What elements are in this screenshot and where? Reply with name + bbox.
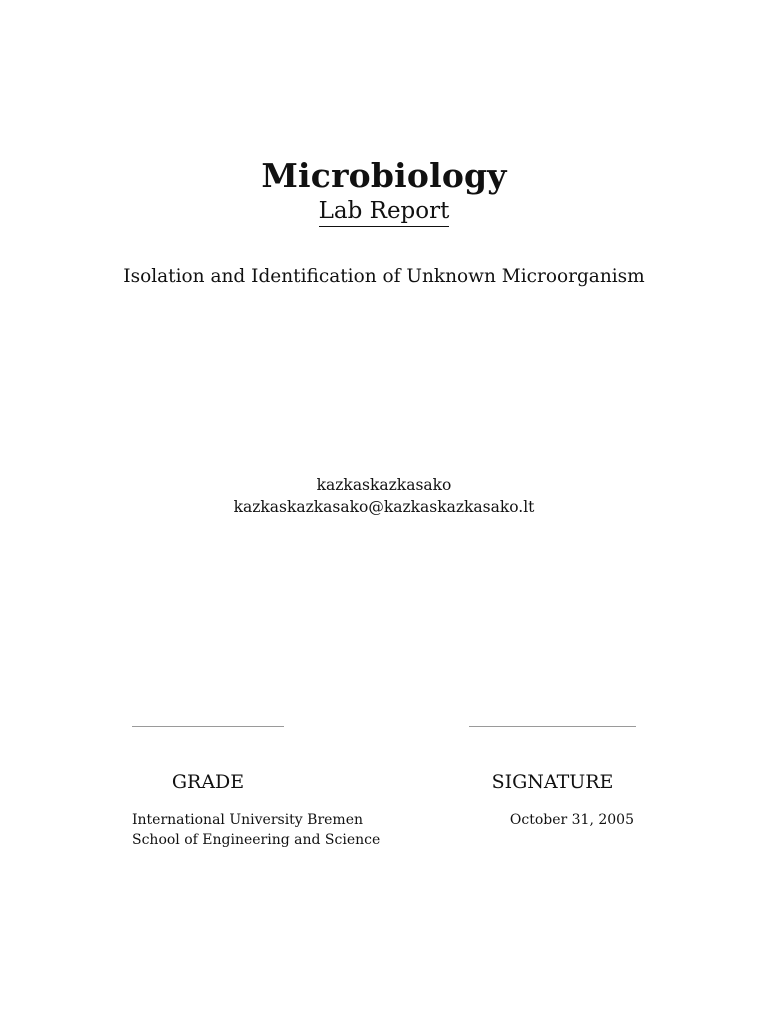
grade-label: GRADE xyxy=(171,771,245,793)
institution-name: International University Bremen xyxy=(132,812,364,828)
document-title: Microbiology xyxy=(261,156,507,195)
report-date: October 31, 2005 xyxy=(509,812,634,828)
institution-block xyxy=(132,811,380,850)
report-topic: Isolation and Identification of Unknown Microorganism xyxy=(123,266,645,287)
subtitle-text: Lab Report xyxy=(319,197,450,227)
school-name: School of Engineering and Science xyxy=(132,831,381,848)
document-subtitle xyxy=(0,197,768,227)
signature-line xyxy=(469,726,636,727)
author-name: kazkaskazkasako xyxy=(316,476,452,494)
signature-label: SIGNATURE xyxy=(491,771,614,793)
grade-line xyxy=(132,726,284,727)
author-email: kazkaskazkasako@kazkaskazkasako.lt xyxy=(233,498,535,516)
